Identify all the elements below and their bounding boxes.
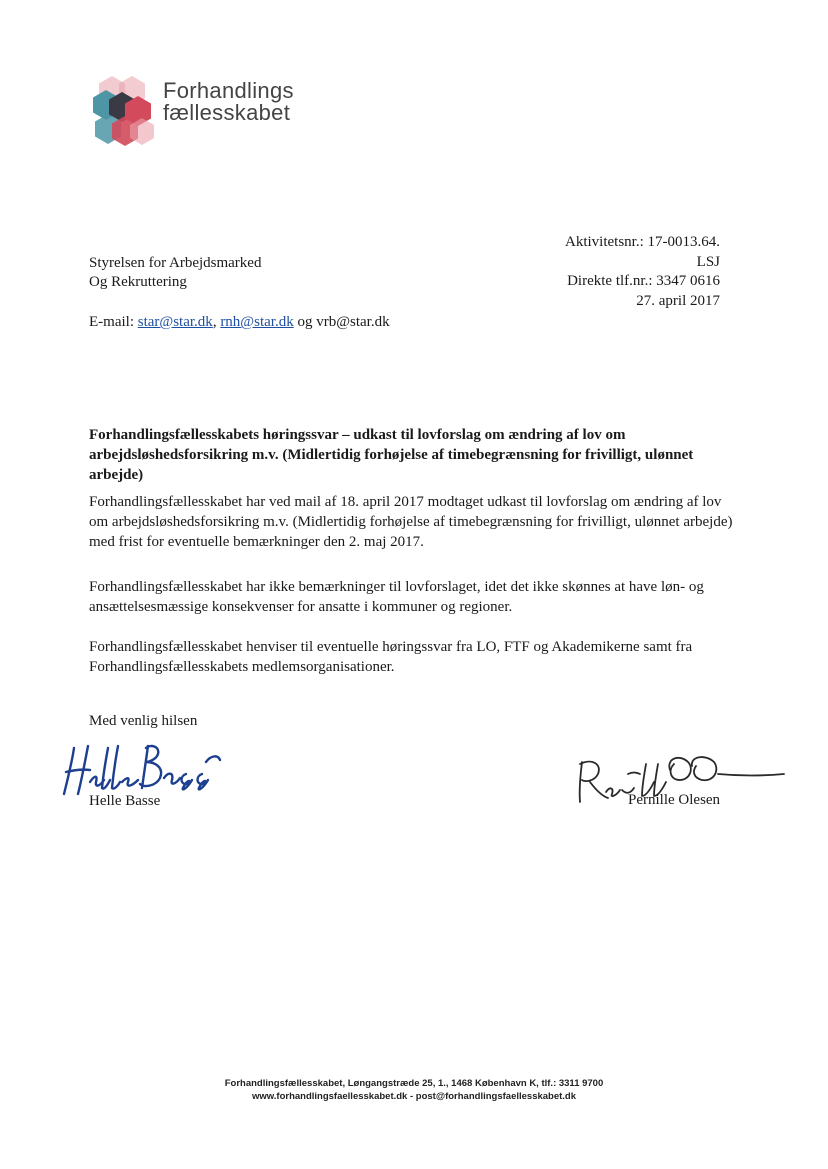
- recipient-line-2: Og Rekruttering: [89, 274, 187, 290]
- signatory-name-left: Helle Basse: [89, 793, 161, 809]
- initials: LSJ: [696, 253, 720, 270]
- letter-date: 27. april 2017: [636, 292, 720, 309]
- logo-line-1: Forhandlings: [163, 78, 294, 103]
- email-line: [89, 313, 390, 332]
- recipient-line-1: Styrelsen for Arbejdsmarked: [89, 255, 262, 271]
- recipient-address: [89, 254, 261, 292]
- email-link-rnh[interactable]: rnh@star.dk: [220, 314, 294, 330]
- direct-phone: Direkte tlf.nr.: 3347 0616: [567, 273, 720, 289]
- activity-number: Aktivitetsnr.: 17-0013.64.: [565, 234, 720, 250]
- footer-address: Forhandlingsfællesskabet, Løngangstræde 25, 1., 1468 København K, tlf.: 3311 9700: [224, 1078, 604, 1089]
- letter-footer: [0, 1077, 828, 1103]
- email-separator: ,: [212, 314, 217, 330]
- email-prefix: E-mail:: [89, 314, 134, 330]
- email-vrb: vrb@star.dk: [316, 314, 390, 330]
- letter-meta: [565, 233, 720, 311]
- logo-wordmark: [163, 80, 294, 124]
- email-conjunction: og: [297, 314, 313, 330]
- footer-contact: www.forhandlingsfaellesskabet.dk - post@forhandlingsfaellesskabet.dk: [251, 1091, 577, 1102]
- logo-line-2: fællesskabet: [163, 100, 291, 125]
- subject-heading: Forhandlingsfællesskabets høringssvar – udkast til lovforslag om ændring af lov om arbejdsløshedsforsikring m.v. (Midlertidig forhøjelse af timebegrænsning for frivilligt, ulønnet arbejde): [89, 427, 694, 483]
- email-link-star[interactable]: star@star.dk: [137, 314, 213, 330]
- logo-mark-icon: [92, 74, 156, 148]
- closing-phrase: Med venlig hilsen: [89, 713, 198, 729]
- signatory-name-right: Pernille Olesen: [628, 792, 721, 808]
- body-paragraph-2: Forhandlingsfællesskabet har ikke bemærkninger til lovforslaget, idet det ikke skønnes at have løn- og ansættelsesmæssige konsekvenser for ansatte i kommuner og regioner.: [89, 579, 704, 615]
- body-paragraph-3: Forhandlingsfællesskabet henviser til eventuelle høringssvar fra LO, FTF og Akademikerne samt fra Forhandlingsfællesskabets medlemsorganisationer.: [89, 639, 693, 675]
- body-paragraph-1: Forhandlingsfællesskabet har ved mail af 18. april 2017 modtaget udkast til lovforslag om ændring af lov om arbejdsløshedsforsikring m.v. (Midlertidig forhøjelse af timebegrænsning for frivilligt, ulønnet arbejde) med frist for eventuelle bemærkninger den 2. maj 2017.: [89, 494, 733, 550]
